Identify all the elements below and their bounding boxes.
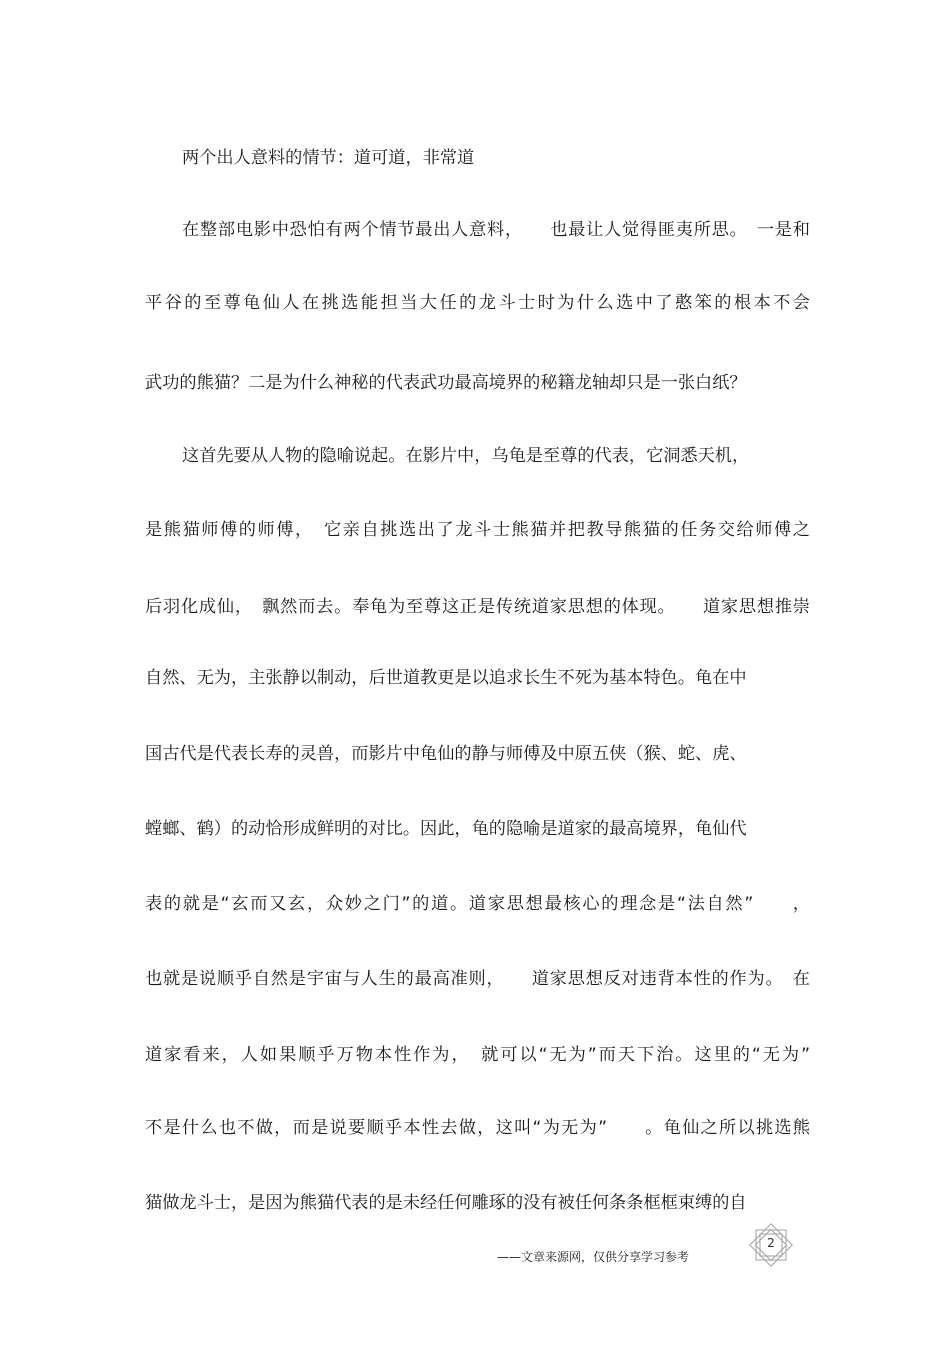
paragraph-line: 表的就是“玄而又玄，众妙之门”的道。道家思想最核心的理念是“法自然” ，	[145, 894, 810, 914]
paragraph-line: 国古代是代表长寿的灵兽，而影片中龟仙的静与师傅及中原五侠（猴、蛇、虎、	[145, 744, 747, 764]
paragraph-line: 也就是说顺乎自然是宇宙与人生的最高准则， 道家思想反对违背本性的作为。 在	[145, 969, 810, 989]
footer-source-note: ——文章来源网，仅供分享学习参考	[497, 1250, 690, 1264]
paragraph-line: 是熊猫师傅的师傅， 它亲自挑选出了龙斗士熊猫并把教导熊猫的任务交给师傅之	[145, 520, 810, 540]
paragraph-line: 道家看来，人如果顺乎万物本性作为， 就可以“无为”而天下治。这里的“无为”	[145, 1045, 810, 1065]
paragraph-line: 自然、无为，主张静以制动，后世道教更是以追求长生不死为基本特色。龟在中	[145, 668, 747, 688]
paragraph-line: 后羽化成仙， 飘然而去。奉龟为至尊这正是传统道家思想的体现。 道家思想推崇	[145, 597, 810, 617]
paragraph-line: 螳螂、鹤）的动恰形成鲜明的对比。因此，龟的隐喻是道家的最高境界，龟仙代	[145, 819, 747, 839]
paragraph-line: 猫做龙斗士，是因为熊猫代表的是未经任何雕琢的没有被任何条条框框束缚的自	[145, 1193, 747, 1213]
section-heading: 两个出人意料的情节：道可道，非常道	[182, 148, 475, 168]
paragraph-line: 这首先要从人物的隐喻说起。在影片中，乌龟是至尊的代表，它洞悉天机，	[182, 446, 750, 466]
paragraph-line: 在整部电影中恐怕有两个情节最出人意料， 也最让人觉得匪夷所思。 一是和	[182, 220, 810, 240]
paragraph-line: 武功的熊猫？二是为什么神秘的代表武功最高境界的秘籍龙轴却只是一张白纸？	[145, 373, 747, 393]
paragraph-line: 不是什么也不做，而是说要顺乎本性去做，这叫“为无为” 。龟仙之所以挑选熊	[145, 1118, 810, 1138]
page-number-badge	[746, 1222, 796, 1268]
paragraph-line: 平谷的至尊龟仙人在挑选能担当大任的龙斗士时为什么选中了憨笨的根本不会	[145, 293, 810, 313]
page-number: 2	[767, 1236, 775, 1250]
